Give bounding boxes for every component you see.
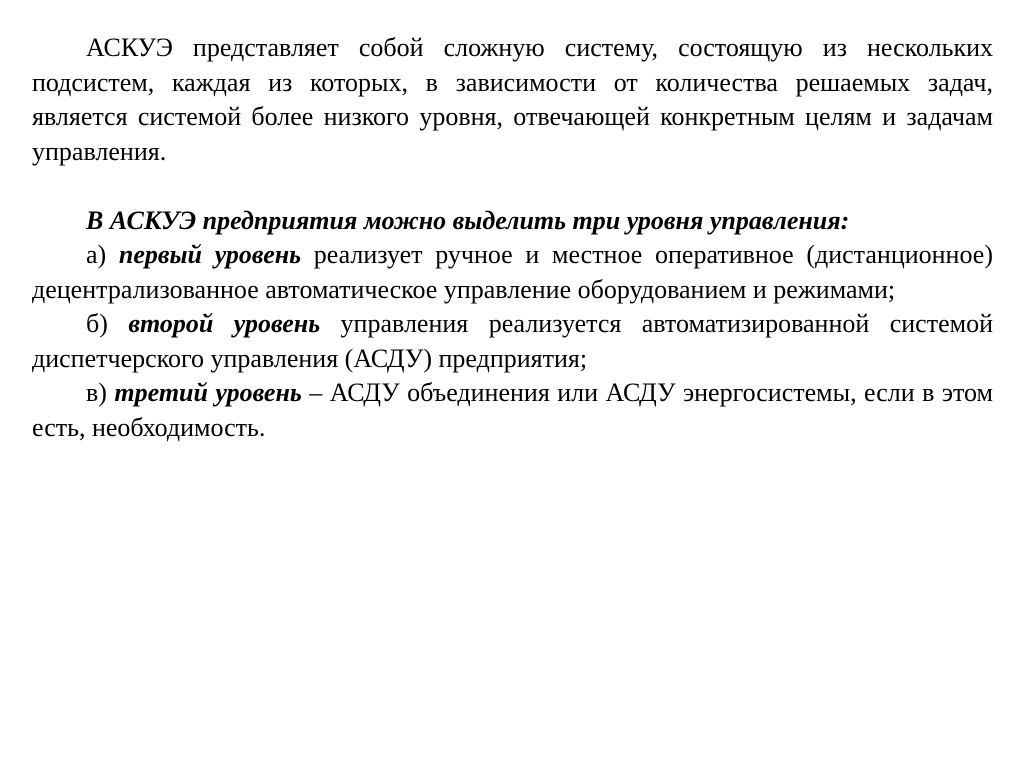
- slide-body: [32, 31, 993, 445]
- level-term: первый уровень: [118, 240, 302, 269]
- levels-heading: В АСКУЭ предприятия можно выделить три уровня управления:: [86, 205, 850, 235]
- level-term: второй уровень: [128, 309, 321, 338]
- level-term: третий уровень: [114, 378, 302, 407]
- level-marker: в): [86, 378, 115, 407]
- level-description: управления реализуется автоматизированной системой диспетчерского управления (АСДУ) предприятия;: [32, 309, 993, 373]
- level-item-first: [32, 238, 993, 307]
- level-item-second: [32, 307, 993, 376]
- level-item-third: [32, 376, 993, 445]
- level-marker: а): [86, 240, 119, 269]
- level-description: – АСДУ объединения или АСДУ энергосистемы, если в этом есть, необходимость.: [32, 378, 994, 442]
- level-marker: б): [86, 309, 129, 338]
- intro-paragraph: АСКУЭ представляет собой сложную систему, состоящую из нескольких подсистем, каждая из которых, в зависимости от количества решаемых задач, является системой более низкого уровня, отвечающей конкретным целям и задачам управления.: [32, 33, 993, 166]
- level-description: реализует ручное и местное оперативное (дистанционное) децентрализованное автоматическое управление оборудованием и режимами;: [32, 240, 993, 304]
- paragraph-spacer: [32, 169, 993, 204]
